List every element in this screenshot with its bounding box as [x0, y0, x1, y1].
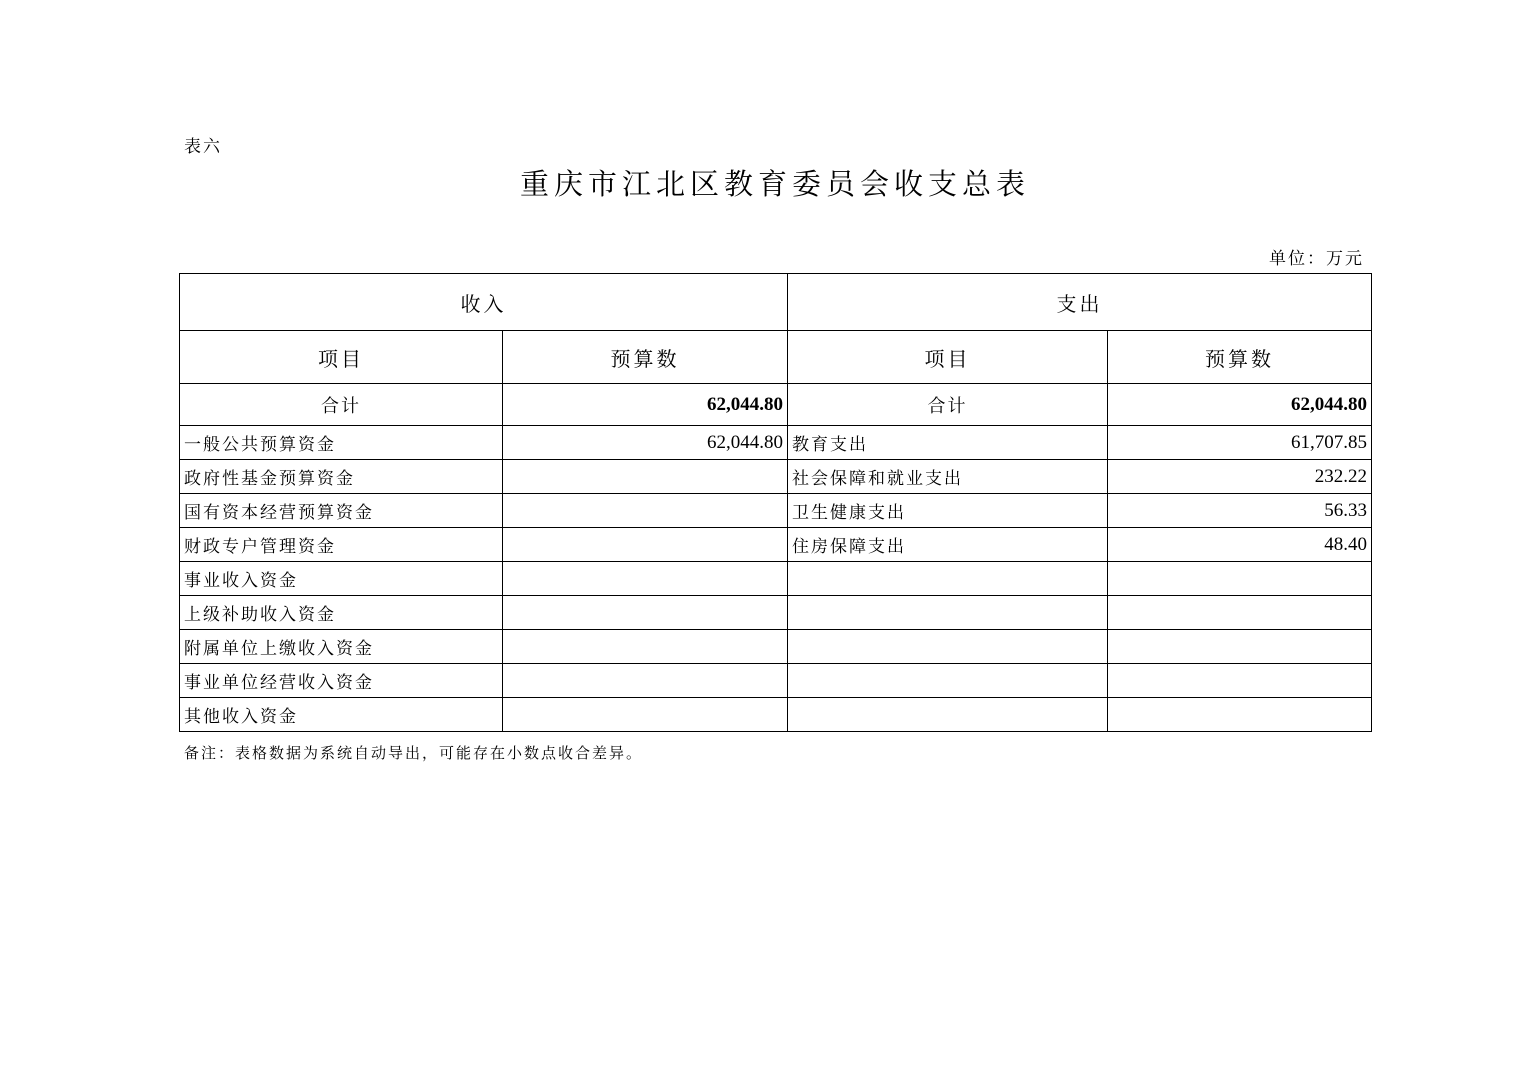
- expense-item-header: 项目: [788, 331, 1108, 384]
- total-row: [180, 384, 1372, 426]
- income-group-header: 收入: [180, 274, 788, 331]
- income-item: 政府性基金预算资金: [180, 460, 503, 494]
- income-item: 事业单位经营收入资金: [180, 664, 503, 698]
- expense-total-value: 62,044.80: [1108, 384, 1372, 426]
- table-row: [180, 460, 1372, 494]
- income-item: 国有资本经营预算资金: [180, 494, 503, 528]
- expense-item: [788, 698, 1108, 732]
- expense-value: 56.33: [1108, 494, 1372, 528]
- income-expense-table: [179, 273, 1372, 732]
- table-row: [180, 698, 1372, 732]
- income-budget-header: 预算数: [503, 331, 788, 384]
- footnote: 备注：表格数据为系统自动导出，可能存在小数点收合差异。: [184, 744, 644, 762]
- expense-item: 卫生健康支出: [788, 494, 1108, 528]
- table-row: [180, 664, 1372, 698]
- income-item: 财政专户管理资金: [180, 528, 503, 562]
- table-row: [180, 494, 1372, 528]
- income-value: [503, 698, 788, 732]
- expense-value: [1108, 630, 1372, 664]
- expense-value: [1108, 562, 1372, 596]
- expense-value: [1108, 698, 1372, 732]
- income-value: [503, 494, 788, 528]
- expense-group-header: 支出: [788, 274, 1372, 331]
- expense-item: 社会保障和就业支出: [788, 460, 1108, 494]
- expense-value: 232.22: [1108, 460, 1372, 494]
- income-item-header: 项目: [180, 331, 503, 384]
- table-row: [180, 528, 1372, 562]
- table-number-label: 表六: [184, 137, 222, 157]
- income-value: [503, 664, 788, 698]
- expense-item: 住房保障支出: [788, 528, 1108, 562]
- income-total-label: 合计: [180, 384, 503, 426]
- income-value: [503, 562, 788, 596]
- group-header-row: [180, 274, 1372, 331]
- table-row: [180, 596, 1372, 630]
- income-item: 上级补助收入资金: [180, 596, 503, 630]
- column-header-row: [180, 331, 1372, 384]
- expense-value: [1108, 596, 1372, 630]
- income-value: [503, 528, 788, 562]
- expense-total-label: 合计: [788, 384, 1108, 426]
- expense-item: [788, 562, 1108, 596]
- expense-item: [788, 664, 1108, 698]
- income-value: [503, 460, 788, 494]
- expense-value: [1108, 664, 1372, 698]
- income-total-value: 62,044.80: [503, 384, 788, 426]
- unit-label: 单位：万元: [1269, 249, 1364, 269]
- expense-item: [788, 630, 1108, 664]
- income-value: [503, 630, 788, 664]
- income-item: 其他收入资金: [180, 698, 503, 732]
- table-row: [180, 630, 1372, 664]
- table-row: [180, 426, 1372, 460]
- income-item: 附属单位上缴收入资金: [180, 630, 503, 664]
- income-item: 事业收入资金: [180, 562, 503, 596]
- expense-budget-header: 预算数: [1108, 331, 1372, 384]
- expense-value: 61,707.85: [1108, 426, 1372, 460]
- income-value: [503, 596, 788, 630]
- income-item: 一般公共预算资金: [180, 426, 503, 460]
- expense-value: 48.40: [1108, 528, 1372, 562]
- income-value: 62,044.80: [503, 426, 788, 460]
- page-title: 重庆市江北区教育委员会收支总表: [519, 167, 1030, 201]
- expense-item: 教育支出: [788, 426, 1108, 460]
- table-row: [180, 562, 1372, 596]
- expense-item: [788, 596, 1108, 630]
